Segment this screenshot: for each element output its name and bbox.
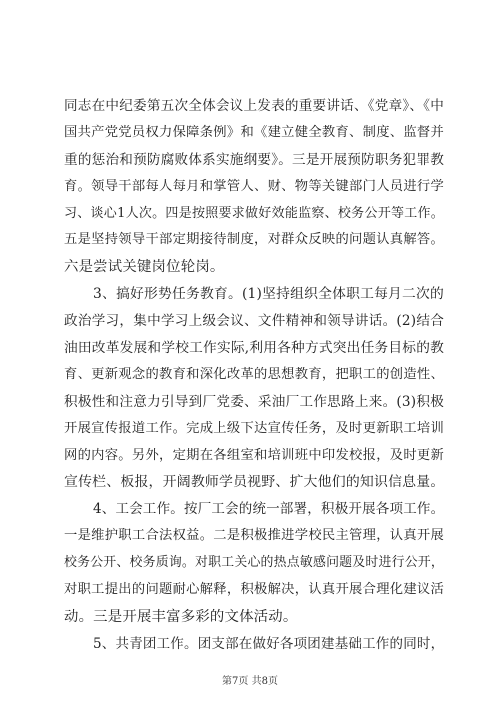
text-line: 国共产党党员权力保障条例》和《建立健全教育、制度、监督并 bbox=[64, 124, 444, 140]
text-line: 育。领导干部每人每月和掌管人、财、物等关键部门人员进行学 bbox=[64, 178, 444, 194]
text-line: 重的惩治和预防腐败体系实施纲要》。三是开展预防职务犯罪教 bbox=[64, 151, 444, 168]
text-line: 六是尝试关键岗位轮岗。 bbox=[64, 259, 225, 276]
text-line: 育、更新观念的教育和深化改革的思想教育，把职工的创造性、 bbox=[64, 366, 444, 382]
text-line: 开展宣传报道工作。完成上级下达宣传任务，及时更新职工培训 bbox=[64, 420, 444, 436]
text-line: 政治学习，集中学习上级会议、文件精神和领导讲话。(2)结合 bbox=[64, 313, 444, 330]
text-line: 习、谈心1人次。四是按照要求做好效能监察、校务公开等工作。 bbox=[64, 205, 444, 221]
text-line: 动。三是开展丰富多彩的文体活动。 bbox=[64, 608, 298, 625]
page-footer: 第7页 共8页 bbox=[222, 676, 278, 687]
text-line: 五是坚持领导干部定期接待制度，对群众反映的问题认真解答。 bbox=[64, 232, 444, 248]
text-line: 对职工提出的问题耐心解释，积极解决，认真开展合理化建议活 bbox=[64, 582, 444, 598]
text-line: 宣传栏、板报，开阔教师学员视野、扩大他们的知识信息量。 bbox=[64, 474, 445, 491]
text-line: 积极性和注意力引导到厂党委、采油厂工作思路上来。(3)积极 bbox=[64, 393, 444, 410]
text-line: 3、搞好形势任务教育。(1)坚持组织全体职工每月二次的 bbox=[93, 286, 445, 303]
text-line: 校务公开、校务质询。对职工关心的热点敏感问题及时进行公开， bbox=[64, 555, 444, 571]
text-line: 网的内容。另外，定期在各组室和培训班中印发校报，及时更新 bbox=[64, 447, 444, 463]
body-text bbox=[64, 93, 444, 658]
text-line: 4、工会工作。按厂工会的统一部署，积极开展各项工作。 bbox=[93, 501, 445, 518]
text-line: 同志在中纪委第五次全体会议上发表的重要讲话、《党章》、《中 bbox=[64, 98, 444, 114]
text-line: 油田改革发展和学校工作实际,利用各种方式突出任务目标的教 bbox=[64, 340, 444, 357]
text-line: 一是维护职工合法权益。二是积极推进学校民主管理，认真开展 bbox=[64, 528, 444, 544]
text-line: 5、共青团工作。团支部在做好各项团建基础工作的同时， bbox=[93, 635, 445, 652]
